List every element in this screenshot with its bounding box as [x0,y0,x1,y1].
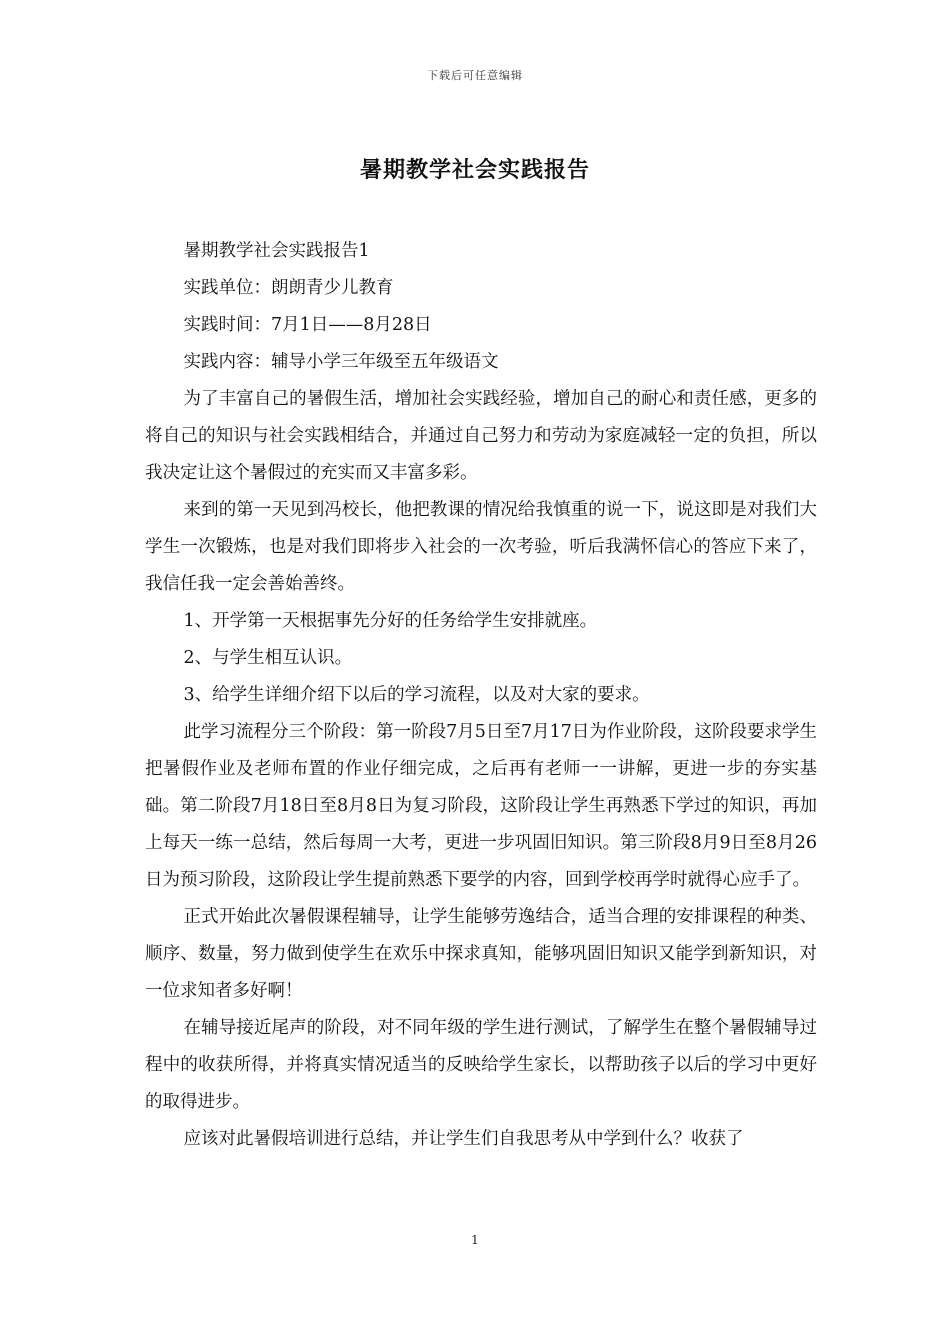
document-title: 暑期教学社会实践报告 [359,157,590,183]
paragraph: 为了丰富自己的暑假生活，增加社会实践经验，增加自己的耐心和责任感，更多的将自己的知识与社会实践相结合，并通过自己努力和劳动为家庭减轻一定的负担，所以我决定让这个暑假过的充实而又丰富多彩。 [145,389,817,483]
paragraph: 正式开始此次暑假课程辅导，让学生能够劳逸结合，适当合理的安排课程的种类、顺序、数量，努力做到使学生在欢乐中探求真知，能够巩固旧知识又能学到新知识，对一位求知者多好啊！ [145,907,817,1001]
paragraph: 1、开学第一天根据事先分好的任务给学生安排就座。 [183,611,598,631]
paragraph: 实践单位：朗朗青少儿教育 [183,278,394,298]
paragraph: 实践内容：辅导小学三年级至五年级语文 [183,352,499,372]
document-body [145,233,817,1158]
paragraph: 在辅导接近尾声的阶段，对不同年级的学生进行测试，了解学生在整个暑假辅导过程中的收获所得，并将真实情况适当的反映给学生家长，以帮助孩子以后的学习中更好的取得进步。 [145,1018,817,1112]
header-note: 下载后可任意编辑 [427,69,523,82]
paragraph: 3、给学生详细介绍下以后的学习流程，以及对大家的要求。 [183,685,650,705]
paragraph: 应该对此暑假培训进行总结，并让学生们自我思考从中学到什么？收获了 [183,1129,744,1149]
paragraph: 暑期教学社会实践报告1 [183,241,370,261]
paragraph: 此学习流程分三个阶段：第一阶段7月5日至7月17日为作业阶段，这阶段要求学生把暑假作业及老师布置的作业仔细完成，之后再有老师一一讲解，更进一步的夯实基础。第二阶段7月18日至8月8日为复习阶段，这阶段让学生再熟悉下学过的知识，再加上每天一练一总结，然后每周一大考，更进一步巩固旧知识。第三阶段8月9日至8月26日为预习阶段，这阶段让学生提前熟悉下要学的内容，回到学校再学时就得心应手了。 [145,722,817,890]
paragraph: 来到的第一天见到冯校长，他把教课的情况给我慎重的说一下，说这即是对我们大学生一次锻炼，也是对我们即将步入社会的一次考验，听后我满怀信心的答应下来了，我信任我一定会善始善终。 [145,500,817,594]
paragraph: 2、与学生相互认识。 [183,648,353,668]
page-number: 1 [471,1233,479,1247]
paragraph: 实践时间：7月1日——8月28日 [183,315,432,335]
